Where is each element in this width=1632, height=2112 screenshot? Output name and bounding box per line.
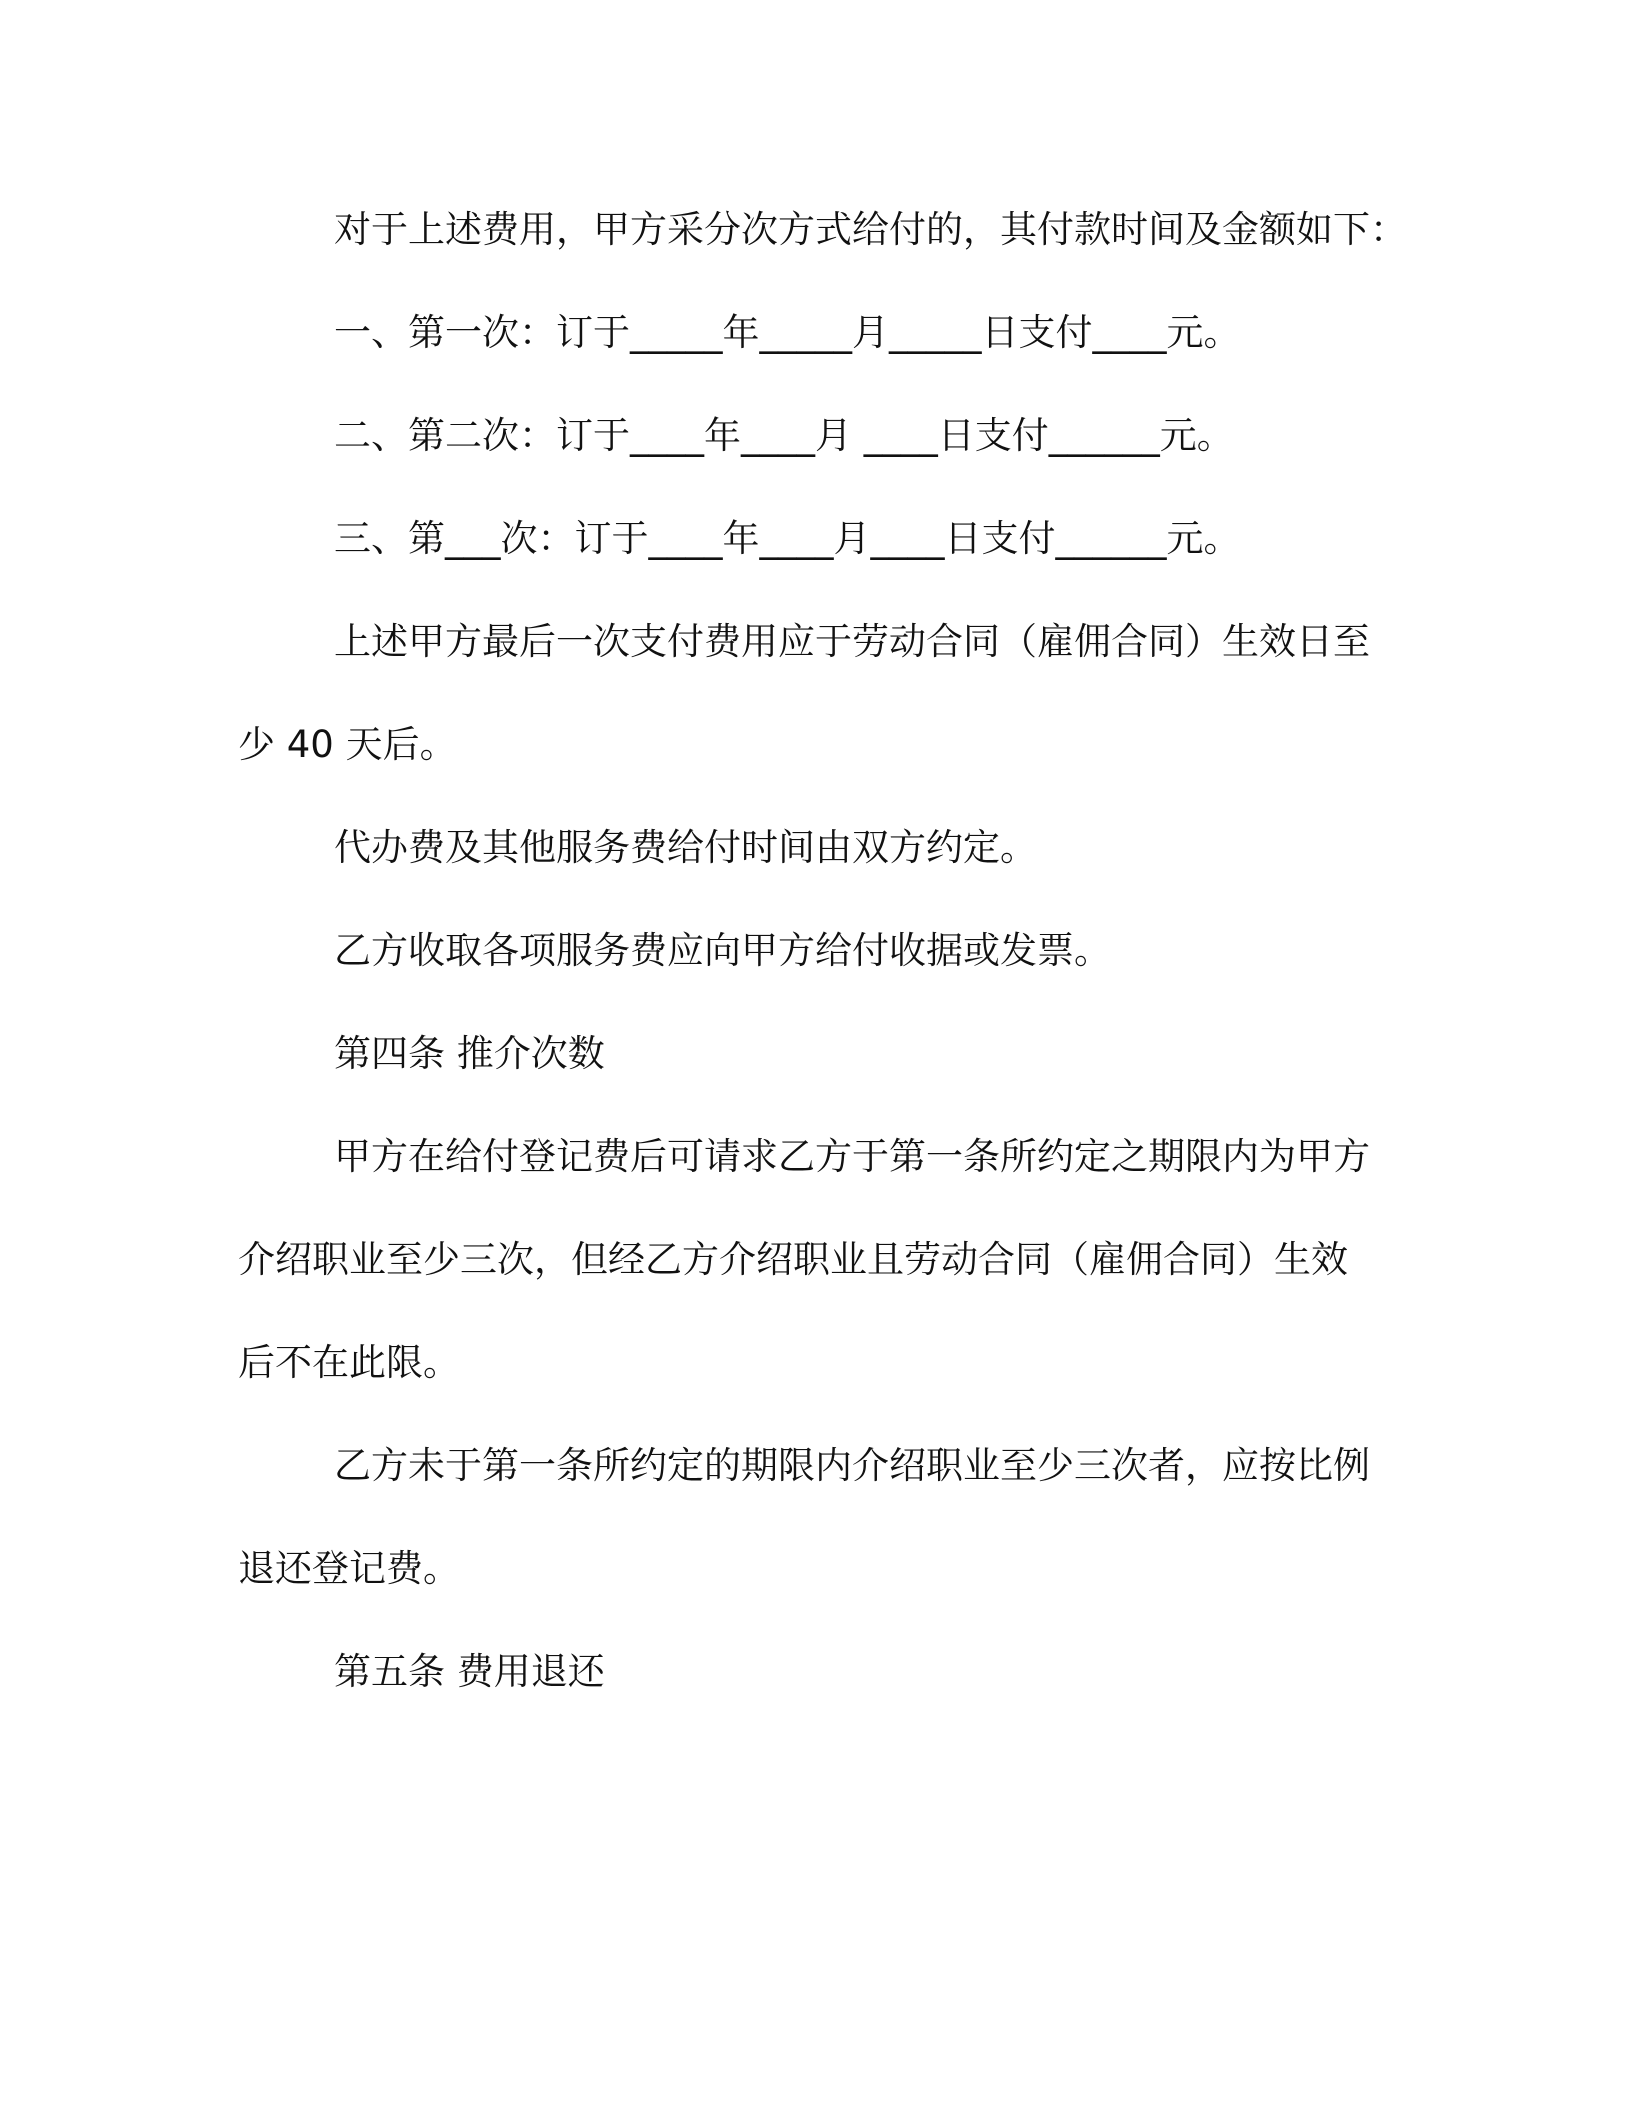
- referral-count-paragraph: [238, 1105, 1398, 1414]
- second-payment-line: 二、第二次：订于____年____月 ____日支付______元。: [334, 414, 1234, 457]
- final-payment-line-2: 少 40 天后。: [238, 723, 457, 766]
- referral-count-line-1: 甲方在给付登记费后可请求乙方于第一条所约定之期限内为甲方: [334, 1135, 1370, 1178]
- first-payment-line: 一、第一次：订于_____年_____月_____日支付____元。: [334, 311, 1241, 354]
- third-payment-line: 三、第___次：订于____年____月____日支付______元。: [334, 517, 1241, 560]
- receipt-paragraph: 乙方收取各项服务费应向甲方给付收据或发票。: [334, 929, 1111, 972]
- final-payment-paragraph: [238, 590, 1398, 796]
- payment-intro-paragraph: 对于上述费用，甲方采分次方式给付的，其付款时间及金额如下：: [334, 208, 1407, 251]
- document-body: [238, 178, 1407, 1723]
- final-payment-line-1: 上述甲方最后一次支付费用应于劳动合同（雇佣合同）生效日至: [334, 620, 1370, 663]
- refund-registration-line-2: 退还登记费。: [238, 1547, 460, 1590]
- article-five-heading: 第五条 费用退还: [334, 1650, 605, 1693]
- refund-registration-paragraph: [238, 1414, 1398, 1620]
- referral-count-line-2: 介绍职业至少三次，但经乙方介绍职业且劳动合同（雇佣合同）生效: [238, 1238, 1348, 1281]
- refund-registration-line-1: 乙方未于第一条所约定的期限内介绍职业至少三次者，应按比例: [334, 1444, 1370, 1487]
- referral-count-line-3: 后不在此限。: [238, 1341, 460, 1384]
- agency-fee-paragraph: 代办费及其他服务费给付时间由双方约定。: [334, 826, 1037, 869]
- article-four-heading: 第四条 推介次数: [334, 1032, 605, 1075]
